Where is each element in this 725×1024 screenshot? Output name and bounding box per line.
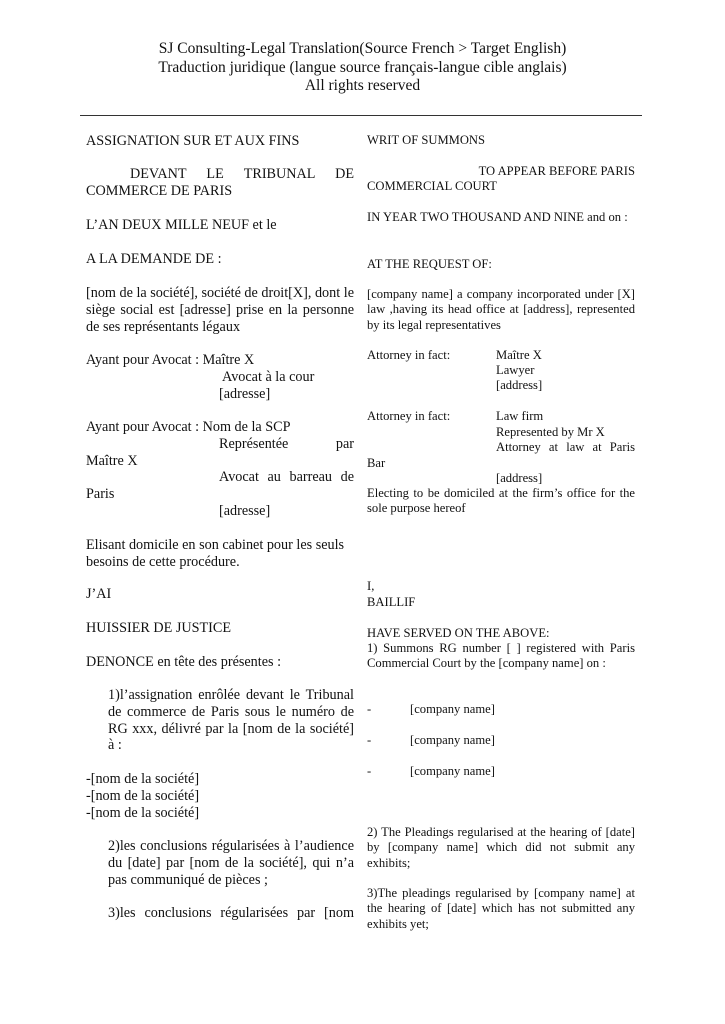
fr-item-1: 1)l’assignation enrôlée devant le Tribunal de commerce de Paris sous le numéro de RG xxx, délivré par la [nom de la société] à : — [108, 687, 354, 754]
header-divider — [80, 115, 642, 116]
fr-company-2: -[nom de la société] — [86, 788, 200, 804]
fr-request-heading: A LA DEMANDE DE : — [86, 251, 222, 267]
fr-item-3: 3)les conclusions régularisées par [nom — [108, 905, 354, 921]
en-request-heading: AT THE REQUEST OF: — [367, 257, 492, 271]
en-served-heading: HAVE SERVED ON THE ABOVE: — [367, 626, 550, 640]
fr-lawyer2-par: par — [335, 436, 354, 452]
fr-title: ASSIGNATION SUR ET AUX FINS — [86, 133, 300, 149]
en-electing-paragraph: Electing to be domiciled at the firm’s office for the sole purpose hereof — [367, 486, 635, 516]
fr-domicile-paragraph: Elisant domicile en son cabinet pour les seuls besoins de cette procédure. — [86, 537, 345, 570]
en-item-2: 2) The Pleadings regularised at the hearing of [date] by [company name] which did not submit any exhibits; — [367, 825, 635, 870]
en-attorney2-label: Attorney in fact: — [367, 409, 451, 423]
fr-lawyer1-title: Avocat à la cour — [222, 369, 315, 385]
fr-lawyer2-label: Ayant pour Avocat : Nom de la SCP — [86, 419, 291, 435]
en-attorney1-label: Attorney in fact: — [367, 348, 451, 362]
fr-lawyer2-bar: Avocat au barreau de — [219, 469, 354, 485]
en-attorney2-firm: Law firm — [496, 409, 544, 423]
en-attorney1-title: Lawyer — [496, 363, 535, 377]
header-line-1: SJ Consulting-Legal Translation(Source French > Target English) — [158, 40, 567, 57]
fr-jai: J’AI — [86, 586, 112, 602]
en-bailiff: BAILLIF — [367, 595, 416, 609]
fr-lawyer2-city: Paris — [86, 486, 115, 502]
en-dash-1: - — [367, 702, 372, 716]
en-company-paragraph: [company name] a company incorporated under [X] law ,having its head office at [address], represented by its legal representatives — [367, 287, 635, 332]
en-appear-line2: COMMERCIAL COURT — [367, 179, 497, 193]
en-company-3: [company name] — [410, 764, 495, 778]
en-company-1: [company name] — [410, 702, 495, 716]
en-company-2: [company name] — [410, 733, 495, 747]
fr-lawyer1-address: [adresse] — [219, 386, 271, 402]
header-line-3: All rights reserved — [304, 77, 421, 94]
fr-lawyer2-name: Maître X — [86, 453, 138, 469]
en-attorney1-name: Maître X — [496, 348, 542, 362]
fr-company-3: -[nom de la société] — [86, 805, 200, 821]
en-attorney2-bar: Bar — [367, 456, 386, 470]
en-item-1: 1) Summons RG number [ ] registered with Paris Commercial Court by the [company name] on : — [367, 641, 635, 671]
fr-lawyer2-represented: Représentée — [219, 436, 289, 452]
en-year-line: IN YEAR TWO THOUSAND AND NINE and on : — [367, 210, 628, 224]
en-attorney2-address: [address] — [496, 471, 543, 485]
fr-bailiff: HUISSIER DE JUSTICE — [86, 620, 232, 636]
fr-devant-line2: COMMERCE DE PARIS — [86, 183, 233, 199]
fr-devant-line1: DEVANT LE TRIBUNAL DE — [130, 166, 354, 182]
fr-lawyer1-label: Ayant pour Avocat : Maître X — [86, 352, 255, 368]
fr-company-paragraph: [nom de la société], société de droit[X], dont le siège social est [adresse] prise en la personne de ses représentants légaux — [86, 285, 354, 335]
fr-denonce: DENONCE en tête des présentes : — [86, 654, 282, 670]
en-item-3: 3)The pleadings regularised by [company name] at the hearing of [date] which has not submitted any exhibits yet; — [367, 886, 635, 931]
page-header — [80, 40, 645, 96]
en-attorney2-attorney: Attorney at law at Paris — [496, 440, 635, 454]
en-appear-line1: TO APPEAR BEFORE PARIS — [478, 164, 635, 178]
fr-lawyer2-address: [adresse] — [219, 503, 271, 519]
fr-company-1: -[nom de la société] — [86, 771, 200, 787]
en-attorney1-address: [address] — [496, 378, 543, 392]
fr-date-line: L’AN DEUX MILLE NEUF et le — [86, 217, 277, 233]
en-i: I, — [367, 579, 375, 593]
en-dash-2: - — [367, 733, 372, 747]
en-attorney2-represented: Represented by Mr X — [496, 425, 605, 439]
en-title: WRIT OF SUMMONS — [367, 133, 486, 147]
header-line-2: Traduction juridique (langue source français-langue cible anglais) — [158, 58, 567, 76]
fr-item-2: 2)les conclusions régularisées à l’audience du [date] par [nom de la société], qui n’a pas communiqué de pièces ; — [108, 838, 354, 888]
en-dash-3: - — [367, 764, 372, 778]
